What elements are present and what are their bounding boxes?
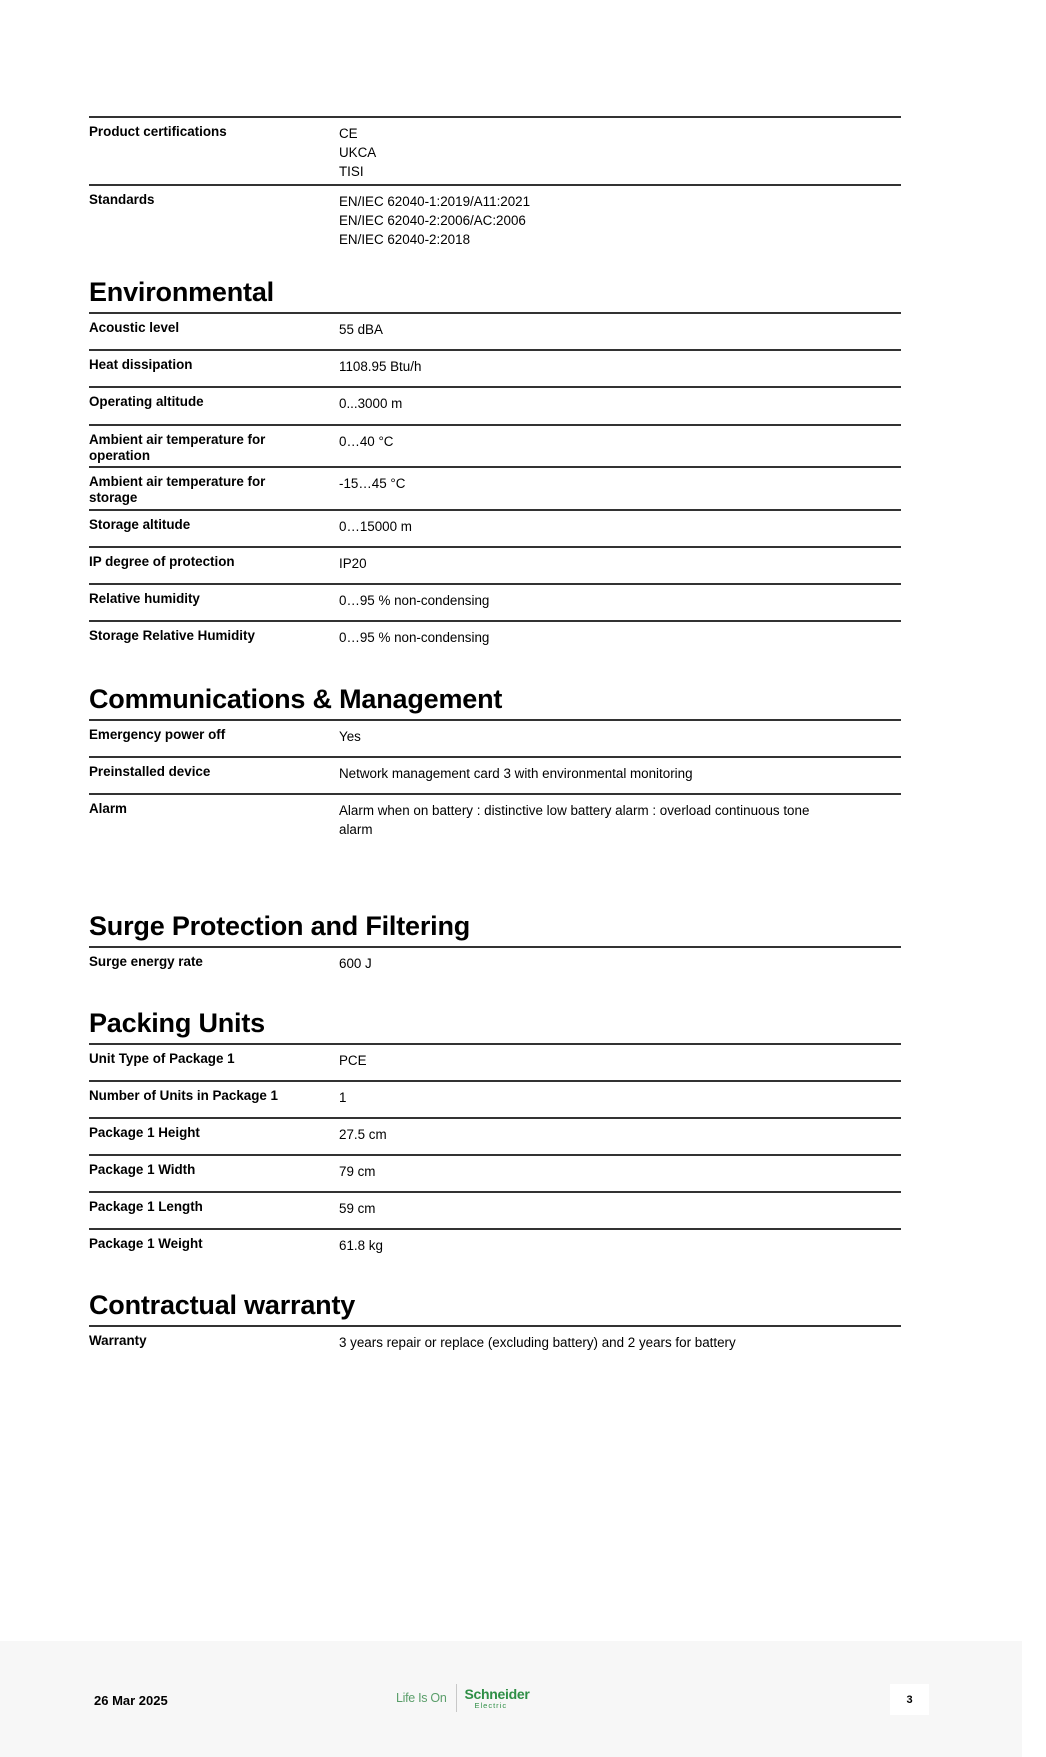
spec-value: 0…15000 m <box>339 519 412 534</box>
spec-label: Standards <box>89 192 155 207</box>
spec-row <box>89 583 901 620</box>
spec-value: 55 dBA <box>339 322 383 337</box>
cert-value: UKCA <box>339 145 377 160</box>
spec-row <box>89 546 901 583</box>
spec-label: Acoustic level <box>89 320 180 335</box>
section-title-contractual-warranty: Contractual warranty <box>89 1290 356 1320</box>
spec-value: IP20 <box>339 556 367 571</box>
spec-row <box>89 1154 901 1191</box>
spec-row-standards <box>89 184 901 276</box>
standard-value: EN/IEC 62040-2:2018 <box>339 232 471 247</box>
spec-label: Storage Relative Humidity <box>89 628 255 643</box>
spec-label: Heat dissipation <box>89 357 193 372</box>
spec-row <box>89 1228 901 1289</box>
spec-content <box>89 116 901 1365</box>
logo-divider <box>456 1684 457 1712</box>
spec-value: 3 years repair or replace (excluding battery) and 2 years for battery <box>339 1335 736 1350</box>
spec-label: Package 1 Height <box>89 1125 200 1140</box>
section-title-packing-units: Packing Units <box>89 1008 265 1038</box>
spec-row <box>89 1043 901 1080</box>
cert-value: CE <box>339 126 358 141</box>
spec-value: Alarm when on battery : distinctive low battery alarm : overload continuous tone alarm <box>339 803 810 837</box>
spec-row <box>89 1191 901 1228</box>
spec-label: Storage altitude <box>89 517 191 532</box>
standard-value: EN/IEC 62040-1:2019/A11:2021 <box>339 194 531 209</box>
brand-line1: Schneider <box>464 1685 530 1702</box>
spec-value: 1 <box>339 1090 347 1105</box>
section-title-surge-protection: Surge Protection and Filtering <box>89 911 471 941</box>
spec-value: 0…40 °C <box>339 434 394 449</box>
spec-label: IP degree of protection <box>89 554 235 569</box>
spec-row <box>89 793 901 910</box>
spec-label: Unit Type of Package 1 <box>89 1051 235 1066</box>
spec-value: Network management card 3 with environmental monitoring <box>339 766 693 781</box>
brand-line2: Electric <box>474 1700 508 1710</box>
spec-label: Operating altitude <box>89 394 204 409</box>
spec-value: 27.5 cm <box>339 1127 387 1142</box>
schneider-logo <box>396 1681 530 1715</box>
spec-label: Warranty <box>89 1333 147 1348</box>
page-number: 3 <box>890 1684 929 1715</box>
spec-label: Alarm <box>89 801 127 816</box>
spec-value <box>339 186 901 276</box>
spec-row <box>89 312 901 349</box>
spec-row <box>89 386 901 424</box>
spec-value: 600 J <box>339 956 372 971</box>
spec-label: Relative humidity <box>89 591 200 606</box>
spec-row <box>89 620 901 683</box>
spec-row <box>89 424 901 466</box>
spec-value: 0…95 % non-condensing <box>339 593 490 608</box>
spec-value <box>339 118 901 184</box>
brand-wordmark <box>465 1687 530 1710</box>
spec-value: 0…95 % non-condensing <box>339 630 490 645</box>
spec-value: 0...3000 m <box>339 396 403 411</box>
spec-value: Yes <box>339 729 361 744</box>
section-title-communications: Communications & Management <box>89 684 503 714</box>
spec-row <box>89 349 901 386</box>
spec-label: Package 1 Length <box>89 1199 203 1214</box>
standard-value: EN/IEC 62040-2:2006/AC:2006 <box>339 213 526 228</box>
spec-row <box>89 756 901 793</box>
cert-value: TISI <box>339 164 364 179</box>
spec-label: Ambient air temperature for storage <box>89 474 266 505</box>
spec-label: Ambient air temperature for operation <box>89 432 266 463</box>
tagline: Life Is On <box>396 1691 447 1705</box>
spec-row-product-certifications <box>89 116 901 184</box>
section-title-environmental: Environmental <box>89 277 274 307</box>
spec-label: Package 1 Width <box>89 1162 196 1177</box>
spec-row <box>89 466 901 509</box>
spec-row <box>89 509 901 546</box>
spec-row <box>89 1325 901 1365</box>
spec-row <box>89 946 901 1007</box>
page-footer <box>0 1641 1022 1757</box>
spec-row <box>89 719 901 756</box>
spec-label: Number of Units in Package 1 <box>89 1088 279 1103</box>
spec-value: PCE <box>339 1053 367 1068</box>
spec-row <box>89 1080 901 1117</box>
spec-label: Preinstalled device <box>89 764 211 779</box>
spec-value: 79 cm <box>339 1164 376 1179</box>
spec-value: -15…45 °C <box>339 476 406 491</box>
spec-row <box>89 1117 901 1154</box>
spec-label: Product certifications <box>89 124 227 139</box>
spec-label: Package 1 Weight <box>89 1236 203 1251</box>
spec-value: 59 cm <box>339 1201 376 1216</box>
spec-label: Surge energy rate <box>89 954 203 969</box>
spec-label: Emergency power off <box>89 727 226 742</box>
footer-date: 26 Mar 2025 <box>94 1693 168 1708</box>
spec-value: 1108.95 Btu/h <box>339 359 422 374</box>
spec-value: 61.8 kg <box>339 1238 383 1253</box>
